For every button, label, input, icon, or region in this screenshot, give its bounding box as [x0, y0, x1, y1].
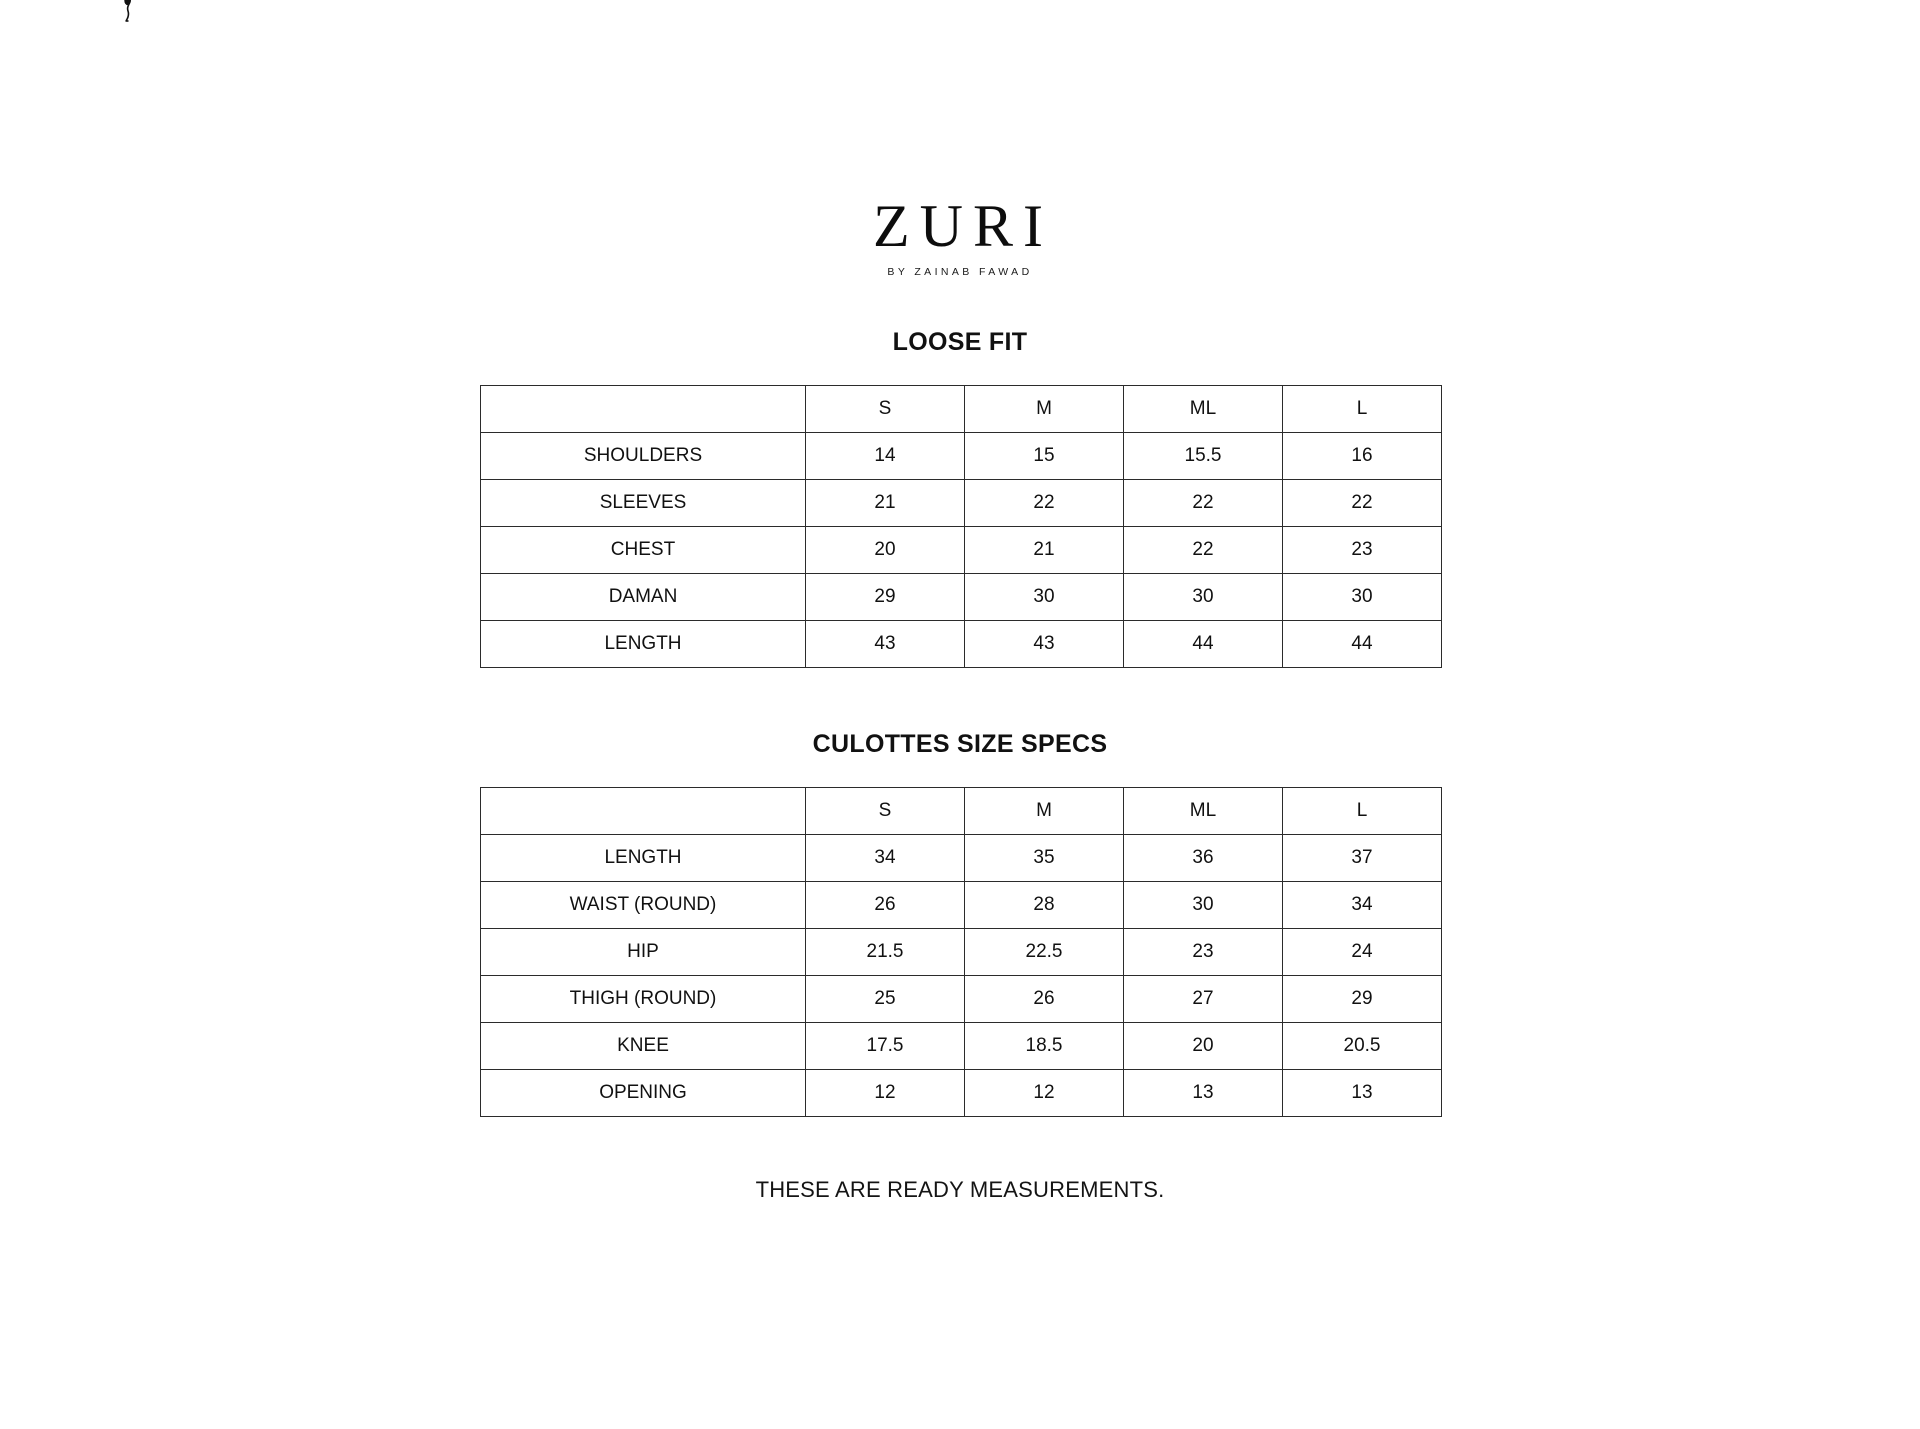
- table-row: [481, 480, 1442, 527]
- section-title-loose-fit: LOOSE FIT: [892, 328, 1028, 356]
- row-label: CHEST: [481, 527, 806, 574]
- cell-l: 13: [1283, 1070, 1442, 1117]
- cell-l: 23: [1283, 527, 1442, 574]
- row-label: KNEE: [481, 1023, 806, 1070]
- cell-m: 30: [965, 574, 1124, 621]
- row-label: DAMAN: [481, 574, 806, 621]
- cell-ml: 13: [1124, 1070, 1283, 1117]
- brand-tagline: BY ZAINAB FAWAD: [887, 266, 1033, 278]
- cell-s: 25: [806, 976, 965, 1023]
- brand-logo: [480, 193, 1440, 278]
- bird-icon: [118, 0, 136, 24]
- table-header-row: [481, 788, 1442, 835]
- cell-ml: 27: [1124, 976, 1283, 1023]
- column-header-m: M: [965, 386, 1124, 433]
- cell-m: 18.5: [965, 1023, 1124, 1070]
- table-row: [481, 527, 1442, 574]
- cell-ml: 22: [1124, 480, 1283, 527]
- cell-m: 15: [965, 433, 1124, 480]
- column-header-s: S: [806, 788, 965, 835]
- cell-s: 21: [806, 480, 965, 527]
- table-row: [481, 621, 1442, 668]
- cell-s: 17.5: [806, 1023, 965, 1070]
- cell-s: 21.5: [806, 929, 965, 976]
- loose-fit-table: [480, 385, 1442, 668]
- cell-ml: 20: [1124, 1023, 1283, 1070]
- section-title-culottes: CULOTTES SIZE SPECS: [812, 730, 1108, 758]
- cell-ml: 23: [1124, 929, 1283, 976]
- cell-l: 29: [1283, 976, 1442, 1023]
- table-row: [481, 882, 1442, 929]
- row-label: LENGTH: [481, 621, 806, 668]
- table-row: [481, 929, 1442, 976]
- cell-s: 29: [806, 574, 965, 621]
- column-header-l: L: [1283, 788, 1442, 835]
- cell-m: 26: [965, 976, 1124, 1023]
- cell-s: 43: [806, 621, 965, 668]
- column-header-s: S: [806, 386, 965, 433]
- page-content: [480, 0, 1440, 1203]
- cell-m: 28: [965, 882, 1124, 929]
- cell-l: 22: [1283, 480, 1442, 527]
- column-header-ml: ML: [1124, 788, 1283, 835]
- cell-ml: 44: [1124, 621, 1283, 668]
- cell-l: 24: [1283, 929, 1442, 976]
- cell-m: 22: [965, 480, 1124, 527]
- cell-l: 16: [1283, 433, 1442, 480]
- column-header-l: L: [1283, 386, 1442, 433]
- row-label: SHOULDERS: [481, 433, 806, 480]
- brand-name: ZURI: [873, 193, 1053, 259]
- table-row: [481, 574, 1442, 621]
- table-row: [481, 976, 1442, 1023]
- cell-s: 26: [806, 882, 965, 929]
- cell-ml: 30: [1124, 882, 1283, 929]
- row-label: OPENING: [481, 1070, 806, 1117]
- cell-l: 34: [1283, 882, 1442, 929]
- row-label: SLEEVES: [481, 480, 806, 527]
- cell-l: 44: [1283, 621, 1442, 668]
- cell-s: 14: [806, 433, 965, 480]
- cell-m: 21: [965, 527, 1124, 574]
- table-row: [481, 1070, 1442, 1117]
- cell-m: 43: [965, 621, 1124, 668]
- cell-l: 30: [1283, 574, 1442, 621]
- table-header-row: [481, 386, 1442, 433]
- table-row: [481, 433, 1442, 480]
- row-label: THIGH (ROUND): [481, 976, 806, 1023]
- row-label: HIP: [481, 929, 806, 976]
- column-header-ml: ML: [1124, 386, 1283, 433]
- column-header-blank: [481, 386, 806, 433]
- cell-s: 12: [806, 1070, 965, 1117]
- cell-m: 35: [965, 835, 1124, 882]
- cell-ml: 15.5: [1124, 433, 1283, 480]
- cell-s: 34: [806, 835, 965, 882]
- cell-m: 12: [965, 1070, 1124, 1117]
- measurements-note: THESE ARE READY MEASUREMENTS.: [755, 1177, 1165, 1202]
- column-header-blank: [481, 788, 806, 835]
- cell-m: 22.5: [965, 929, 1124, 976]
- cell-ml: 36: [1124, 835, 1283, 882]
- row-label: WAIST (ROUND): [481, 882, 806, 929]
- column-header-m: M: [965, 788, 1124, 835]
- table-row: [481, 835, 1442, 882]
- table-row: [481, 1023, 1442, 1070]
- cell-ml: 22: [1124, 527, 1283, 574]
- cell-ml: 30: [1124, 574, 1283, 621]
- cell-s: 20: [806, 527, 965, 574]
- cell-l: 20.5: [1283, 1023, 1442, 1070]
- culottes-table: [480, 787, 1442, 1117]
- row-label: LENGTH: [481, 835, 806, 882]
- cell-l: 37: [1283, 835, 1442, 882]
